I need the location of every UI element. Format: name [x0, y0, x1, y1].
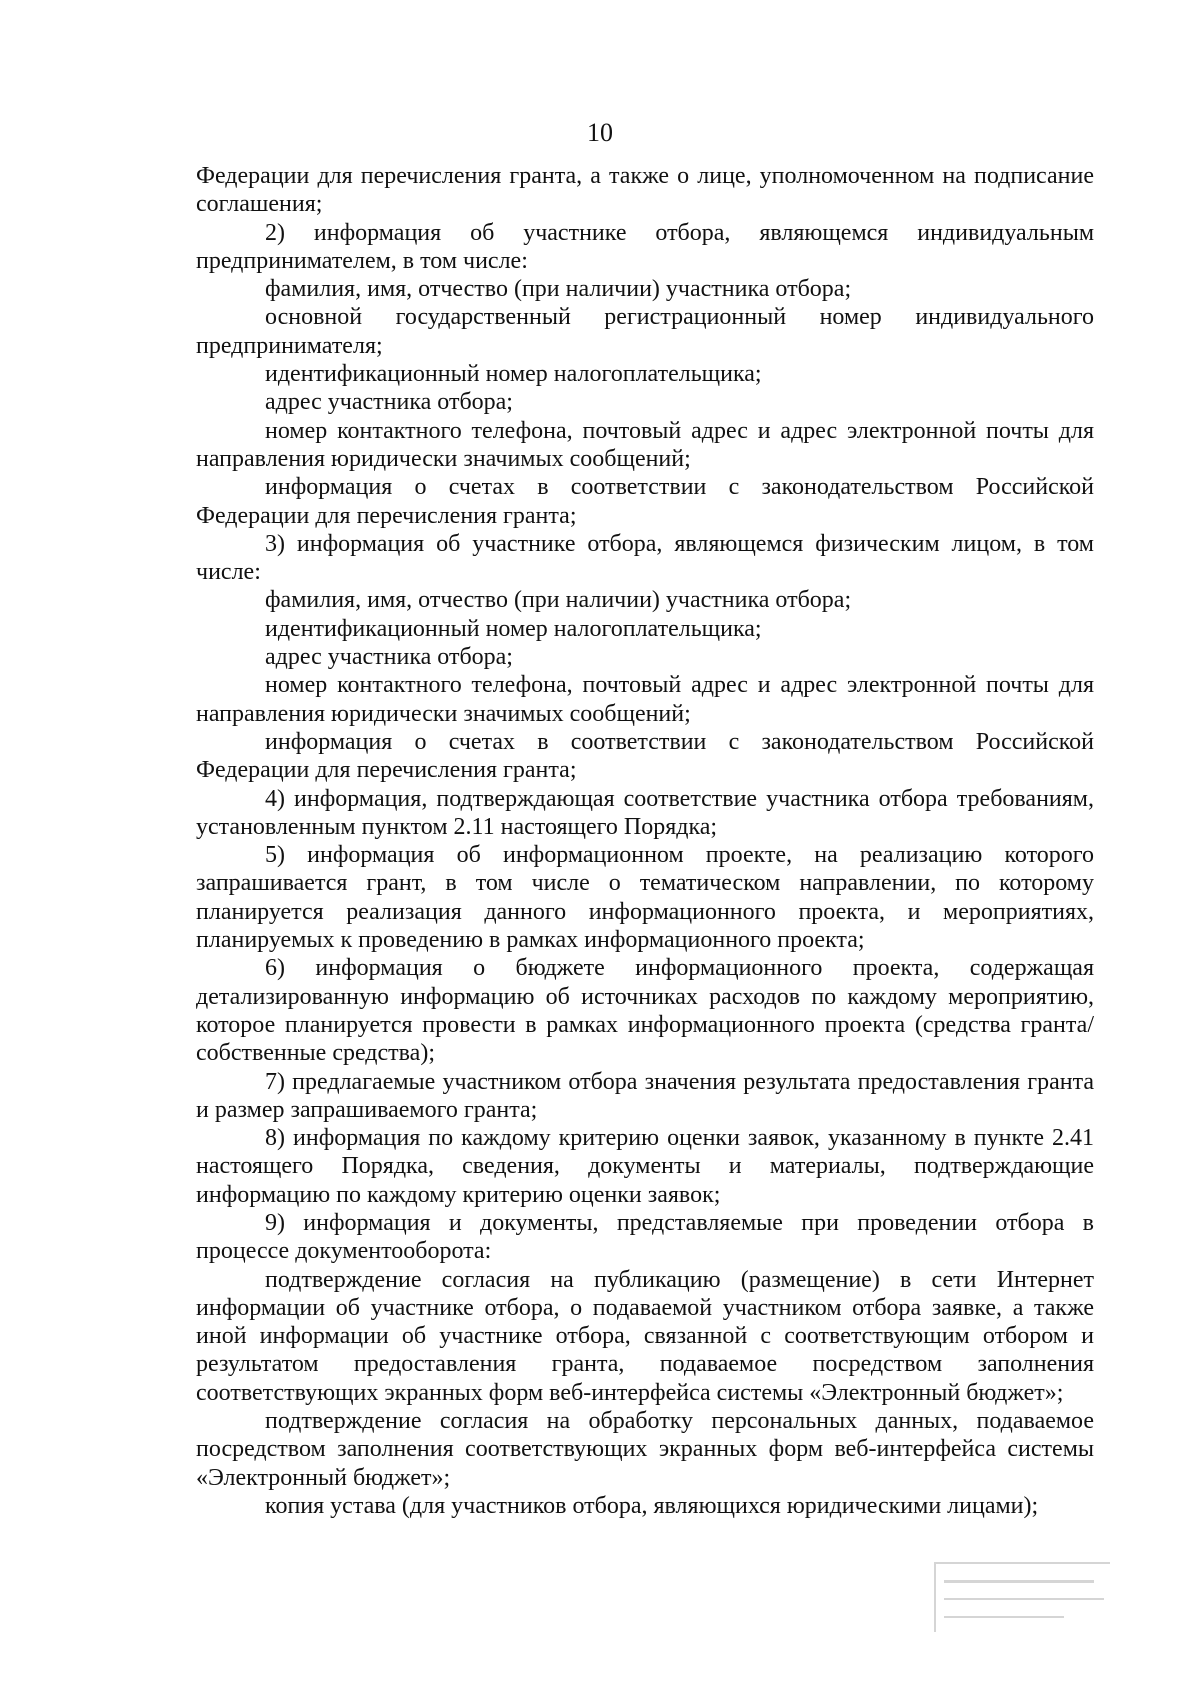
paragraph: 4) информация, подтверждающая соответствие участника отбора требованиям, установленным пунктом 2.11 настоящего Порядка; [196, 785, 1094, 840]
paragraph: подтверждение согласия на публикацию (размещение) в сети Интернет информации об участнике отбора, о подаваемой участником отбора заявке, а также иной информации об участнике отбора, связанной с соответствующим отбором и результатом предоставления гранта, подаваемое посредством заполнения соответствующих экранных форм веб-интерфейса системы «Электронный бюджет»; [196, 1266, 1094, 1406]
paragraph: номер контактного телефона, почтовый адрес и адрес электронной почты для направления юридически значимых сообщений; [196, 672, 1094, 727]
paragraph: фамилия, имя, отчество (при наличии) участника отбора; [265, 276, 852, 303]
paragraph: 2) информация об участнике отбора, являющемся индивидуальным предпринимателем, в том числе: [196, 219, 1094, 274]
paragraph: 3) информация об участнике отбора, являющемся физическим лицом, в том числе: [196, 530, 1094, 586]
paragraph: Федерации для перечисления гранта, а также о лице, уполномоченном на подписание соглашения; [196, 163, 1094, 218]
paragraph: 5) информация об информационном проекте, на реализацию которого запрашивается грант, в том числе о тематическом направлении, по которому планируется реализация данного информационного проекта, и мероприятиях, планируемых к проведению в рамках информационного проекта; [196, 842, 1094, 954]
paragraph: 9) информация и документы, представляемые при проведении отбора в процессе документооборота: [196, 1209, 1094, 1265]
paragraph: основной государственный регистрационный номер индивидуального предпринимателя; [196, 304, 1094, 359]
document-body [196, 162, 1094, 1520]
paragraph: информация о счетах в соответствии с законодательством Российской Федерации для перечисления гранта; [196, 474, 1094, 529]
paragraph: информация о счетах в соответствии с законодательством Российской Федерации для перечисления гранта; [196, 728, 1094, 784]
paragraph: 7) предлагаемые участником отбора значения результата предоставления гранта и размер запрашиваемого гранта; [196, 1068, 1094, 1123]
paragraph: адрес участника отбора; [265, 644, 513, 671]
paragraph: номер контактного телефона, почтовый адрес и адрес электронной почты для направления юридически значимых сообщений; [196, 417, 1094, 472]
paragraph: подтверждение согласия на обработку персональных данных, подаваемое посредством заполнения соответствующих экранных форм веб-интерфейса системы «Электронный бюджет»; [196, 1408, 1094, 1491]
page-number: 10 [587, 118, 613, 147]
paragraph: адрес участника отбора; [265, 389, 513, 416]
paragraph: 6) информация о бюджете информационного проекта, содержащая детализированную информацию об источниках расходов по каждому мероприятию, которое планируется провести в рамках информационного проекта (средства гранта/собственные средства); [196, 955, 1094, 1067]
paragraph: фамилия, имя, отчество (при наличии) участника отбора; [265, 587, 852, 614]
paragraph: идентификационный номер налогоплательщика; [265, 361, 762, 388]
paragraph: копия устава (для участников отбора, являющихся юридическими лицами); [265, 1492, 1039, 1519]
paragraph: 8) информация по каждому критерию оценки заявок, указанному в пункте 2.41 настоящего Порядка, сведения, документы и материалы, подтверждающие информацию по каждому критерию оценки заявок; [196, 1125, 1094, 1208]
paragraph: идентификационный номер налогоплательщика; [265, 615, 762, 642]
faint-stamp-mark [930, 1558, 1118, 1642]
